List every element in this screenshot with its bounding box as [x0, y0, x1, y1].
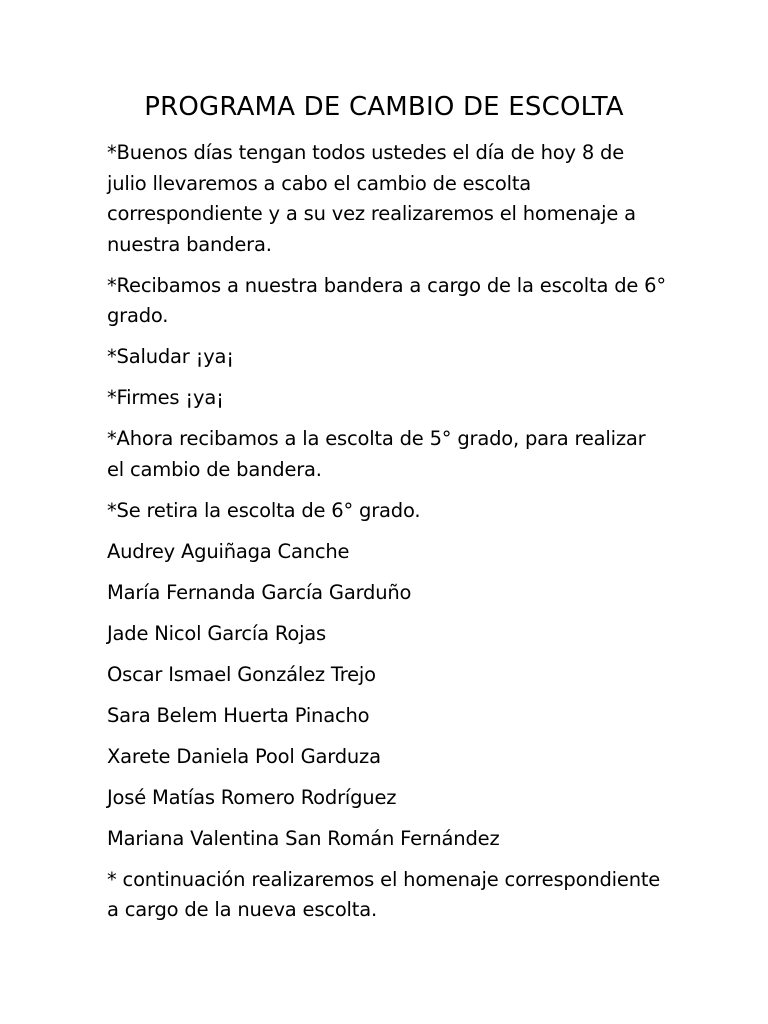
escort-member-name: Oscar Ismael González Trejo [107, 662, 376, 686]
escort-member-name: Mariana Valentina San Román Fernández [107, 826, 500, 850]
paragraph-attention: *Firmes ¡ya¡ [107, 386, 224, 409]
escort-member-name: María Fernanda García Garduño [107, 580, 412, 604]
paragraph-salute: *Saludar ¡ya¡ [107, 345, 234, 368]
escort-member-name: Sara Belem Huerta Pinacho [107, 703, 370, 727]
paragraph-receive-escort: *Ahora recibamos a la escolta de 5° grado, para realizar el cambio de bandera. [107, 427, 646, 481]
escort-member-name: José Matías Romero Rodríguez [107, 785, 397, 809]
paragraph-continuation: * continuación realizaremos el homenaje correspondiente a cargo de la nueva escolta. [107, 867, 661, 921]
escort-member-name: Xarete Daniela Pool Garduza [107, 744, 381, 768]
paragraph-receive-flag: *Recibamos a nuestra bandera a cargo de la escolta de 6° grado. [107, 273, 666, 327]
document-body [107, 138, 667, 936]
escort-member-name: Audrey Aguiñaga Canche [107, 539, 350, 563]
paragraph-escort-retires: *Se retira la escolta de 6° grado. [107, 498, 421, 522]
paragraph-greeting: *Buenos días tengan todos ustedes el día de hoy 8 de julio llevaremos a cabo el cambio de escolta correspondiente y a su vez realizaremos el homenaje a nuestra bandera. [107, 141, 636, 256]
escort-member-name: Jade Nicol García Rojas [107, 621, 327, 645]
document-title: PROGRAMA DE CAMBIO DE ESCOLTA [144, 92, 624, 122]
